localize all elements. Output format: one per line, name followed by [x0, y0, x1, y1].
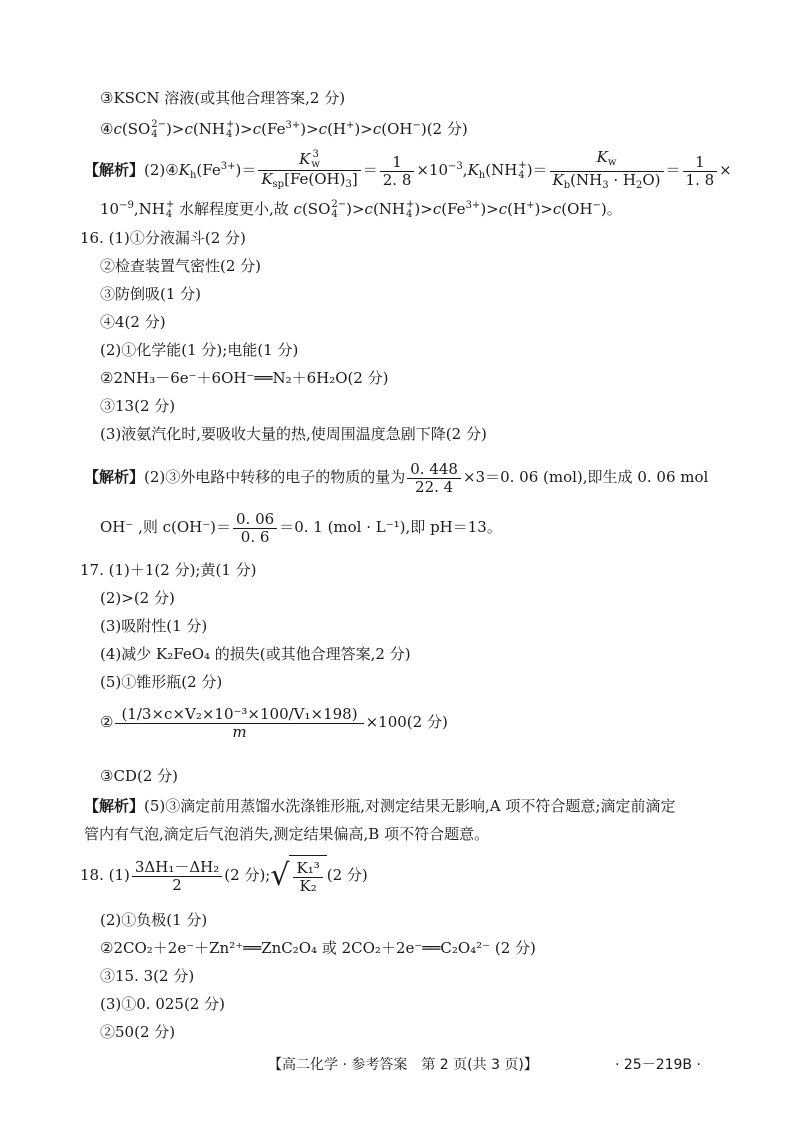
footer-title: 【高二化学 · 参考答案 第 2 页(共 3 页)】	[268, 1057, 538, 1073]
fraction: $\frac{0. 06}{0. 6}$	[233, 511, 277, 546]
answer-line: (2)>(2 分)	[100, 589, 175, 607]
answer-line: ②50(2 分)	[100, 1023, 176, 1041]
fraction: $\frac{1}{2. 8}$	[380, 154, 415, 189]
analysis-line: 【解析】(2)③外电路中转移的电子的物质的量为 $\frac{0. 448}{22. 4}$ ×3＝0. 06 (mol),即生成 0. 06 mol	[84, 459, 709, 496]
square-root: √ $\frac{\text{K₁³}}{\text{K₂}}$	[270, 854, 326, 898]
answer-line: (2)①化学能(1 分);电能(1 分)	[100, 341, 299, 359]
answer-line: ②2CO₂＋2e⁻＋Zn²⁺══ZnC₂O₄ 或 2CO₂＋2e⁻══C₂O₄²⁻ (2 分)	[100, 939, 536, 957]
answer-line: (4)减少 K₂FeO₄ 的损失(或其他合理答案,2 分)	[100, 645, 411, 663]
fraction: $\frac{K_w}{K_b(NH_3 \cdot H_2O)}$	[550, 149, 664, 194]
answer-line: (3)液氨汽化时,要吸收大量的热,使周围温度急剧下降(2 分)	[100, 425, 487, 443]
answer-line: ③13(2 分)	[100, 397, 176, 415]
answer-line: (5)①锥形瓶(2 分)	[100, 673, 223, 691]
fraction: $\frac{\text{(1/3×c×V₂×10⁻³×100/V₁×198)}}{m}$	[115, 706, 363, 741]
answer-line: (3)吸附性(1 分)	[100, 617, 208, 635]
answer-line: 17. (1)＋1(2 分);黄(1 分)	[80, 561, 257, 579]
answer-line: ③防倒吸(1 分)	[100, 285, 202, 303]
fraction: $\frac{\text{3ΔH₁－ΔH₂}}{2}$	[132, 859, 222, 894]
answer-line: 16. (1)①分液漏斗(2 分)	[80, 229, 246, 247]
fraction: $\frac{0. 448}{22. 4}$	[407, 461, 461, 496]
analysis-line: 管内有气泡,滴定后气泡消失,测定结果偏高,B 项不符合题意。	[84, 825, 490, 843]
analysis-line: 【解析】(5)③滴定前用蒸馏水洗涤锥形瓶,对测定结果无影响,A 项不符合题意;滴定前滴定	[84, 797, 676, 815]
answer-line: (2)①负极(1 分)	[100, 911, 208, 929]
answer-line: (3)①0. 025(2 分)	[100, 995, 225, 1013]
fraction: $\frac{1}{1. 8}$	[683, 154, 718, 189]
answer-line: ②2NH₃－6e⁻＋6OH⁻══N₂＋6H₂O(2 分)	[100, 369, 389, 387]
analysis-line: $10^{-9},NH$ + 4 水解程度更小,故 c(SO 2− 4 )>c(NH + 4 )$>c(Fe^{3+})>c(H^+)>c(OH^-)$。	[100, 199, 622, 220]
answer-line: ②检查装置气密性(2 分)	[100, 257, 262, 275]
answer-line: ② $\frac{\text{(1/3×c×V₂×10⁻³×100/V₁×198)}}{m}$ ×100(2 分)	[100, 704, 448, 741]
analysis-line: 【解析】$(2)④K_h(Fe^{3+})=$ K 3 w $K_{sp}[Fe(OH)_3]$ ＝ $\frac{1}{2. 8}$ $\times 10^{-3},K_h(NH$ + 4 )＝ $\frac{K_w}{K_b(NH_3 \cdot H_2O)}$ ＝ $\frac{1}{1. 8}$ ×	[84, 148, 732, 195]
answer-line: ③CD(2 分)	[100, 767, 178, 785]
answer-line: ③15. 3(2 分)	[100, 967, 195, 985]
answer-line: ④c(SO 2− 4 )>c(NH + 4 )$>c(Fe^{3+})>c(H^+)>c(OH^-)(2$ 分)	[100, 119, 468, 140]
analysis-label: 【解析】	[84, 161, 145, 179]
fraction: K 3 w $K_{sp}[Fe(OH)_3]$	[258, 150, 360, 193]
answer-line: 18. (1) $\frac{\text{3ΔH₁－ΔH₂}}{2}$ (2 分);√ $\frac{\text{K₁³}}{\text{K₂}}$ (2 分)	[80, 854, 368, 898]
analysis-line: OH⁻ ,则 c(OH⁻)＝ $\frac{0. 06}{0. 6}$ ＝0. 1 (mol · L⁻¹),即 pH＝13。	[100, 509, 502, 546]
footer-code: · 25－219B ·	[615, 1057, 701, 1073]
answer-line: ④4(2 分)	[100, 313, 166, 331]
answer-line: ③KSCN 溶液(或其他合理答案,2 分)	[100, 89, 346, 107]
